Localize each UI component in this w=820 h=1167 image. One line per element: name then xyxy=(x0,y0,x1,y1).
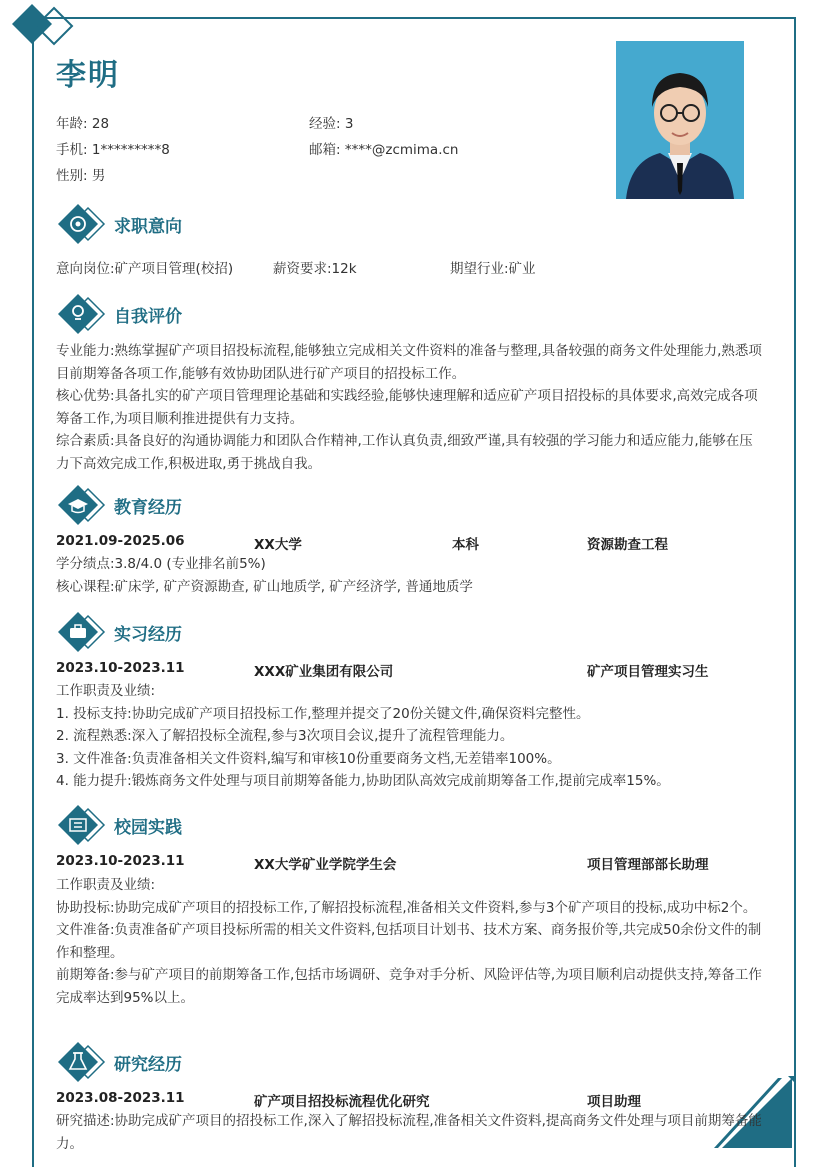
campus-item-1: 协助投标:协助完成矿产项目的招投标工作,了解招投标流程,准备相关文件资料,参与3个矿产项目的投标,成功中标2个。 xyxy=(56,899,757,916)
self-evaluation xyxy=(56,340,766,475)
section-title-self: 自我评价 xyxy=(114,306,182,327)
email-value: ****@zcmima.cn xyxy=(344,142,459,158)
section-header-campus xyxy=(58,803,182,847)
campus-intro: 工作职责及业绩: xyxy=(56,877,156,893)
education-details xyxy=(56,553,766,598)
age-field xyxy=(56,112,109,132)
section-title-education: 教育经历 xyxy=(114,497,182,518)
education-degree: 本科 xyxy=(452,537,479,553)
internship-period: 2023.10-2023.11 xyxy=(56,660,185,676)
self-line-3: 综合素质:具备良好的沟通协调能力和团队合作精神,工作认真负责,细致严谨,具有较强的学习能力和适应能力,能够在压力下高效完成工作,积极进取,勇于挑战自我。 xyxy=(56,433,753,472)
education-school: XX大学 xyxy=(254,537,302,553)
education-period: 2021.09-2025.06 xyxy=(56,533,185,549)
briefcase-icon xyxy=(58,610,108,654)
campus-details xyxy=(56,874,766,1009)
research-period: 2023.08-2023.11 xyxy=(56,1090,185,1106)
campus-item-2: 文件准备:负责准备矿产项目投标所需的相关文件资料,包括项目计划书、技术方案、商务报价等,共完成50余份文件的制作和整理。 xyxy=(56,922,762,961)
research-description: 研究描述:协助完成矿产项目的招投标工作,深入了解招投标流程,准备相关文件资料,提高商务文件处理与项目前期筹备能力。 xyxy=(56,1113,762,1152)
education-courses: 核心课程:矿床学, 矿产资源勘查, 矿山地质学, 矿产经济学, 普通地质学 xyxy=(56,578,473,595)
intent-position: 意向岗位:矿产项目管理(校招) xyxy=(56,261,234,277)
age-label: 年龄: xyxy=(56,116,88,132)
graduation-cap-icon xyxy=(58,483,108,527)
lightbulb-icon xyxy=(58,292,108,336)
education-gpa: 学分绩点:3.8/4.0 (专业排名前5%) xyxy=(56,556,266,572)
gender-label: 性别: xyxy=(56,168,88,184)
section-header-internship xyxy=(58,610,182,654)
self-line-2: 核心优势:具备扎实的矿产项目管理理论基础和实践经验,能够快速理解和适应矿产项目招投标的具体要求,高效完成各项筹备工作,为项目顺利推进提供有力支持。 xyxy=(56,388,758,427)
candidate-name: 李明 xyxy=(56,58,120,93)
research-role: 项目助理 xyxy=(587,1094,641,1110)
section-title-internship: 实习经历 xyxy=(114,624,182,645)
intent-salary: 薪资要求:12k xyxy=(273,261,357,277)
gender-value: 男 xyxy=(91,168,106,184)
section-title-intent: 求职意向 xyxy=(114,216,182,237)
education-major: 资源勘查工程 xyxy=(587,537,668,553)
section-header-research xyxy=(58,1040,182,1084)
profile-photo xyxy=(616,41,744,199)
section-title-research: 研究经历 xyxy=(114,1054,182,1075)
age-value: 28 xyxy=(91,116,110,132)
section-header-intent xyxy=(58,202,182,246)
internship-role: 矿产项目管理实习生 xyxy=(587,664,709,680)
flask-icon xyxy=(58,1040,108,1084)
internship-item-4: 4. 能力提升:锻炼商务文件处理与项目前期筹备能力,协助团队高效完成前期筹备工作,提前完成率15%。 xyxy=(56,773,670,789)
email-field xyxy=(309,138,458,158)
corner-diamond-logo xyxy=(10,2,80,48)
frame-right-line xyxy=(794,17,796,1167)
phone-label: 手机: xyxy=(56,142,88,158)
experience-field xyxy=(309,112,353,132)
target-icon xyxy=(58,202,108,246)
phone-field xyxy=(56,138,170,158)
experience-value: 3 xyxy=(344,116,354,132)
campus-org: XX大学矿业学院学生会 xyxy=(254,857,397,873)
campus-role: 项目管理部部长助理 xyxy=(587,857,709,873)
section-header-self xyxy=(58,292,182,336)
section-header-education xyxy=(58,483,182,527)
self-line-1: 专业能力:熟练掌握矿产项目招投标流程,能够独立完成相关文件资料的准备与整理,具备较强的商务文件处理能力,熟悉项目前期筹备各项工作,能够有效协助团队进行矿产项目的招投标工作。 xyxy=(56,343,762,382)
internship-item-2: 2. 流程熟悉:深入了解招投标全流程,参与3次项目会议,提升了流程管理能力。 xyxy=(56,728,514,744)
research-project: 矿产项目招投标流程优化研究 xyxy=(254,1094,430,1110)
internship-details xyxy=(56,680,766,793)
internship-item-3: 3. 文件准备:负责准备相关文件资料,编写和审核10份重要商务文档,无差错率100%。 xyxy=(56,750,561,767)
internship-company: XXX矿业集团有限公司 xyxy=(254,664,394,680)
frame-left-line xyxy=(32,17,34,1167)
experience-label: 经验: xyxy=(309,116,341,132)
email-label: 邮箱: xyxy=(309,142,341,158)
section-title-campus: 校园实践 xyxy=(114,817,182,838)
campus-period: 2023.10-2023.11 xyxy=(56,853,185,869)
gender-field xyxy=(56,164,105,184)
building-icon xyxy=(58,803,108,847)
internship-item-1: 1. 投标支持:协助完成矿产项目招投标工作,整理并提交了20份关键文件,确保资料完整性。 xyxy=(56,705,590,722)
internship-intro: 工作职责及业绩: xyxy=(56,683,156,699)
intent-industry: 期望行业:矿业 xyxy=(450,261,536,277)
frame-top-line xyxy=(32,17,796,19)
campus-item-3: 前期筹备:参与矿产项目的前期筹备工作,包括市场调研、竞争对手分析、风险评估等,为项目顺利启动提供支持,筹备工作完成率达到95%以上。 xyxy=(56,967,762,1006)
phone-value: 1*********8 xyxy=(91,142,170,158)
